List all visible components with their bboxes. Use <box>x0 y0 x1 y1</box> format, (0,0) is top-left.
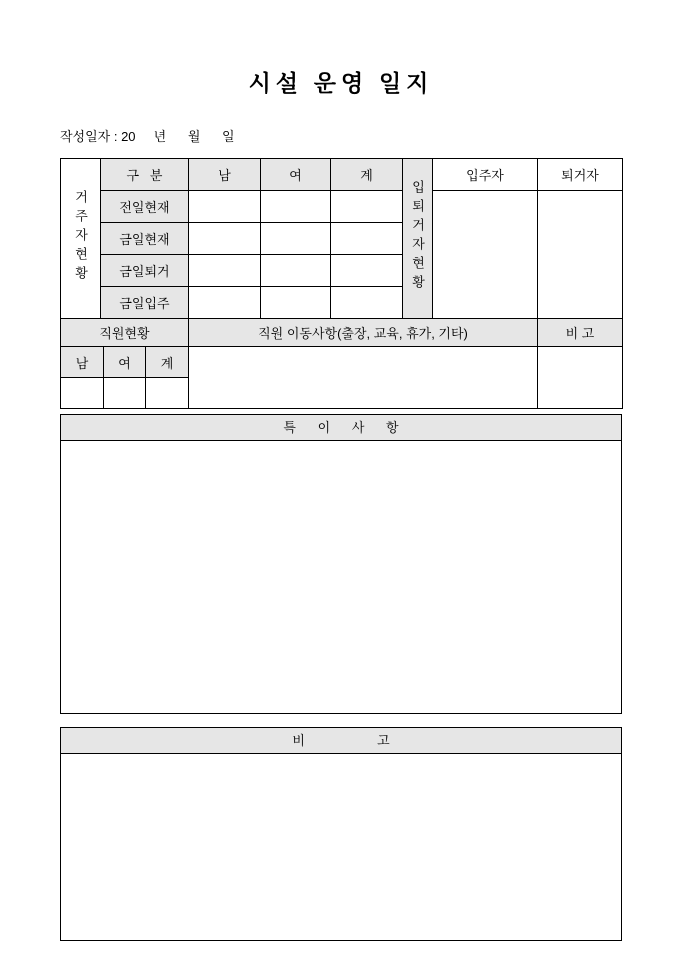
table-row <box>61 191 623 223</box>
col-header-female: 여 <box>261 159 331 191</box>
col-header-moveout: 퇴거자 <box>538 159 623 191</box>
special-notes-blank[interactable] <box>61 441 621 713</box>
cell-prevday-total[interactable] <box>331 191 403 223</box>
remarks-header: 비 고 <box>61 728 621 754</box>
cell-movein-total[interactable] <box>331 287 403 319</box>
staff-status-label: 직원현황 <box>61 319 189 347</box>
cell-today-male[interactable] <box>189 223 261 255</box>
staff-col-male: 남 <box>61 347 104 378</box>
cell-today-female[interactable] <box>261 223 331 255</box>
residents-group-label-cell <box>61 159 101 319</box>
date-line[interactable]: 작성일자 : 20 년 월 일 <box>60 129 235 144</box>
col-header-movein: 입주자 <box>433 159 538 191</box>
staff-subheader-row <box>61 347 623 378</box>
col-header-male: 남 <box>189 159 261 191</box>
remarks-section <box>60 727 622 941</box>
residents-group-label: 거주자현황 <box>73 189 88 285</box>
staff-col-total: 계 <box>146 347 189 378</box>
staff-movement-label: 직원 이동사항(출장, 교육, 휴가, 기타) <box>189 319 538 347</box>
remarks-blank[interactable] <box>61 754 621 940</box>
staff-header-row <box>61 319 623 347</box>
special-notes-header: 특 이 사 항 <box>61 415 621 441</box>
cell-movein-male[interactable] <box>189 287 261 319</box>
col-header-gubun: 구 분 <box>101 159 189 191</box>
staff-col-female: 여 <box>104 347 146 378</box>
row-label-moveout-today: 금일퇴거 <box>101 255 189 287</box>
staff-female-blank[interactable] <box>104 378 146 409</box>
row-label-movein-today: 금일입주 <box>101 287 189 319</box>
staff-table <box>60 318 623 409</box>
cell-moveout-male[interactable] <box>189 255 261 287</box>
cell-moveout-female[interactable] <box>261 255 331 287</box>
staff-remark-label: 비 고 <box>538 319 623 347</box>
cell-movein-female[interactable] <box>261 287 331 319</box>
cell-prevday-male[interactable] <box>189 191 261 223</box>
cell-moveout-blank[interactable] <box>538 191 623 319</box>
col-header-total: 계 <box>331 159 403 191</box>
row-label-prevday: 전일현재 <box>101 191 189 223</box>
cell-prevday-female[interactable] <box>261 191 331 223</box>
cell-today-total[interactable] <box>331 223 403 255</box>
staff-total-blank[interactable] <box>146 378 189 409</box>
row-label-today: 금일현재 <box>101 223 189 255</box>
special-notes-section <box>60 414 622 714</box>
moveinout-group-label: 입퇴거자현황 <box>410 180 425 294</box>
residents-header-row <box>61 159 623 191</box>
residents-table <box>60 158 623 319</box>
document-title: 시설 운영 일지 <box>248 71 434 96</box>
staff-male-blank[interactable] <box>61 378 104 409</box>
staff-movement-blank[interactable] <box>189 347 538 409</box>
moveinout-group-label-cell <box>403 159 433 319</box>
cell-moveout-total[interactable] <box>331 255 403 287</box>
staff-remark-blank[interactable] <box>538 347 623 409</box>
cell-movein-blank[interactable] <box>433 191 538 319</box>
